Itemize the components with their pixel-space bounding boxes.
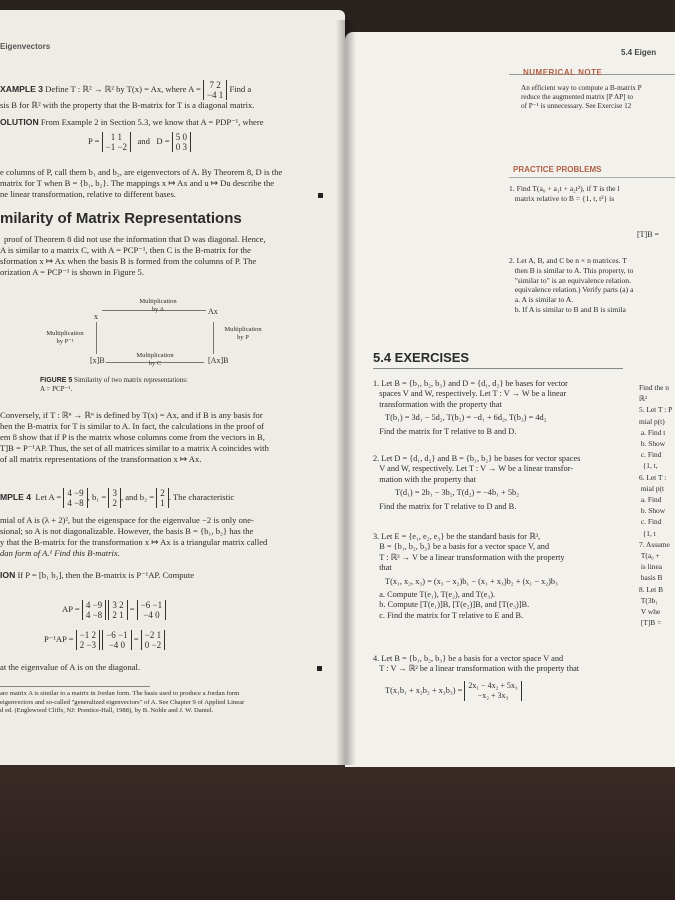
paragraph-line: T]B = P⁻¹AP. Thus, the set of all matrices similar to a matrix A coincides with	[0, 443, 269, 453]
node-x: x	[94, 312, 98, 321]
example-3-text: sis B for ℝ² with the property that the B-matrix for T is a diagonal matrix.	[0, 100, 255, 110]
example-4-solution: ION If P = [b₁ b₂], then the B-matrix is P⁻¹AP. Compute	[0, 570, 195, 580]
paragraph-line: sional; so A is not diagonalizable. However, the basis B = {b₁, b₂} has the	[0, 526, 254, 536]
label-right: Multiplication by P	[224, 326, 262, 341]
numerical-note-title: NUMERICAL NOTE	[523, 68, 603, 77]
node-axb: [Ax]B	[208, 356, 229, 365]
paragraph-line: em 8 show that if P is the matrix whose columns come from the vectors in B,	[0, 432, 265, 442]
exercise-4: 4. Let B = {b₁, b₂, b₃} be a basis for a vector space V and T : V → ℝ² be a linear transformation with the property that T(x₁b₁ + x₂b₂ + x₃b₃) = 2x₁ − 4x₂ + 5x₃ −x₂ + 3x₃	[373, 654, 580, 700]
exercises-rule	[373, 368, 623, 369]
figure-caption: FIGURE 5 Similarity of two matrix representations: A = PCP⁻¹.	[40, 376, 188, 393]
practice-problems-title: PRACTICE PROBLEMS	[513, 165, 602, 174]
practice-problem-2: 2. Let A, B, and C be n × n matrices. T then B is similar to A. This property, to "similar to" is an equivalence relation. equivalence relation.) Verify parts (a) a a. A is similar to A. b. If A is similar to B and B is simila	[509, 256, 634, 314]
pd-matrices: P = 1 1 −1 −2 and D = 5 0 0 3	[88, 132, 191, 152]
paragraph-line: sformation x ↦ Ax when the basis B is formed from the columns of P. The	[0, 256, 257, 266]
footnote-rule	[0, 686, 150, 687]
example-3-line: e columns of P, call them b₁ and b₂, are eigenvectors of A. By Theorem 8, D is the	[0, 167, 283, 177]
paragraph-line: orization A = PCP⁻¹ is shown in Figure 5.	[0, 267, 144, 277]
numerical-note-text: An efficient way to compute a B-matrix P reduce the augmented matrix [P AP] to of P⁻¹ is unnecessary. See Exercise 12	[521, 84, 642, 110]
paragraph-line: dan form of A.¹ Find this B-matrix.	[0, 548, 120, 558]
section-heading: milarity of Matrix Representations	[0, 210, 242, 227]
practice-rule	[509, 177, 675, 178]
exercise-1: 1. Let B = {b₁, b₂, b₃} and D = {d₁, d₂} be bases for vector spaces V and W, respectively. Let T : V → W be a linear transformation with the property that T(b₁) = 3d₁ − 5d₂, T(b₂) = −d₁ + 6d₂, T(b₃) = 4d₂ Find the matrix for T relative to B and D.	[373, 379, 568, 436]
example-3-line: matrix for T when B = {b₁, b₂}. The mappings x ↦ Ax and u ↦ Du describe the	[0, 178, 275, 188]
end-of-example-mark	[318, 193, 323, 198]
label-left: Multiplication by P⁻¹	[46, 330, 84, 345]
paragraph-line: at the eigenvalue of A is on the diagonal.	[0, 662, 141, 672]
table-surface	[0, 760, 675, 900]
node-xb: [x]B	[90, 356, 105, 365]
footnote: are matrix A is similar to a matrix in Jordan form. The basis used to produce a Jordan form eigenvectors and so-called "generalized eigenvectors" of A. See Chapter 9 of Applied Linear d ed. (Englewood Cliffs, NJ: Prentice-Hall, 1988), by B. Noble and J. W. Daniel.	[0, 690, 245, 715]
paragraph-line: Conversely, if T : ℝⁿ → ℝⁿ is defined by T(x) = Ax, and if B is any basis for	[0, 410, 263, 420]
exercises-title: 5.4 EXERCISES	[373, 350, 470, 365]
matrix-a: 7 2 −4 1	[203, 80, 227, 100]
example-3-line: ne linear transformation, relative to different bases.	[0, 189, 176, 199]
paragraph-line: mial of A is (λ + 2)², but the eigenspace for the eigenvalue −2 is only one-	[0, 515, 254, 525]
running-head: Eigenvectors	[0, 42, 51, 51]
paragraph-line: y that the B-matrix for the transformation x ↦ Ax is a triangular matrix called	[0, 537, 268, 547]
arrow-right	[213, 322, 214, 354]
example-3-label: XAMPLE 3	[0, 83, 43, 94]
example-3-intro: XAMPLE 3 Define T : ℝ² → ℝ² by T(x) = Ax, where A = 7 2 −4 1 Find a	[0, 80, 252, 100]
end-of-example-mark	[317, 666, 322, 671]
left-page	[0, 10, 345, 765]
pap-equation: P⁻¹AP = −1 2 2 −3 −6 −1 −4 0 = −2 1 0 −2	[44, 630, 165, 650]
node-ax: Ax	[208, 307, 218, 316]
ap-equation: AP = 4 −9 4 −8 3 2 2 1 = −6 −1 −4 0	[62, 600, 166, 620]
book-spine-shadow	[336, 20, 356, 765]
cutoff-exercises-column: Find the n ℝ² 5. Let T : P mial p(t) a. Find t b. Show c. Find {1, t, 6. Let T : mial p(t a. Find b. Show c. Find {1, t 7. Assume T(a₀ + is linea basis B 8. Let B T(3b₁ V whe [T]B =	[639, 383, 673, 628]
right-page	[345, 32, 675, 767]
running-head: 5.4 Eigen	[621, 48, 657, 57]
tb-label: [T]B =	[637, 230, 660, 239]
paragraph-line: hen the B-matrix for T is similar to A. In fact, the calculations in the proof of	[0, 421, 265, 431]
paragraph-line: A is similar to a matrix C, with A = PCP⁻¹, then C is the B-matrix for the	[0, 245, 251, 255]
label-top: Multiplication by A	[139, 298, 177, 313]
practice-problem-1: 1. Find T(a₀ + a₁t + a₂t²), if T is the l matrix relative to B = {1, t, t²} is	[509, 184, 620, 203]
paragraph-line: proof of Theorem 8 did not use the information that D was diagonal. Hence,	[4, 234, 266, 244]
paragraph-line: of all matrix representations of the transformation x ↦ Ax.	[0, 454, 202, 464]
label-bottom: Multiplication by C	[136, 352, 174, 367]
exercise-3: 3. Let E = {e₁, e₂, e₃} be the standard basis for ℝ³, B = {b₁, b₂, b₃} be a basis for a vector space V, and T : ℝ³ → V be a linear transformation with the property that T(x₁, x₂, x₃) = (x₃ − x₂)b₁ − (x₁ + x₃)b₂ + (x₁ − x₂)b₃ a. Compute T(e₁), T(e₂), and T(e₃). b. Compute [T(e₁)]B, [T(e₂)]B, and [T(e₃)]B. c. Find the matrix for T relative to E and B.	[373, 532, 565, 620]
example-4-intro: MPLE 4 Let A = 4 −9 4 −8, b₁ = 3 2, and b₂ = 2 1. The characteristic	[0, 488, 235, 508]
arrow-left	[96, 322, 97, 354]
exercise-2: 2. Let D = {d₁, d₂} and B = {b₁, b₂} be bases for vector spaces V and W, respectively. Let T : V → W be a linear transfor- mation with the property that T(d₁) = 2b₁ − 3b₂, T(d₂) = −4b₁ + 5b₂ Find the matrix for T relative to D and B.	[373, 454, 581, 511]
example-3-solution: OLUTION From Example 2 in Section 5.3, we know that A = PDP⁻¹, where	[0, 117, 264, 127]
